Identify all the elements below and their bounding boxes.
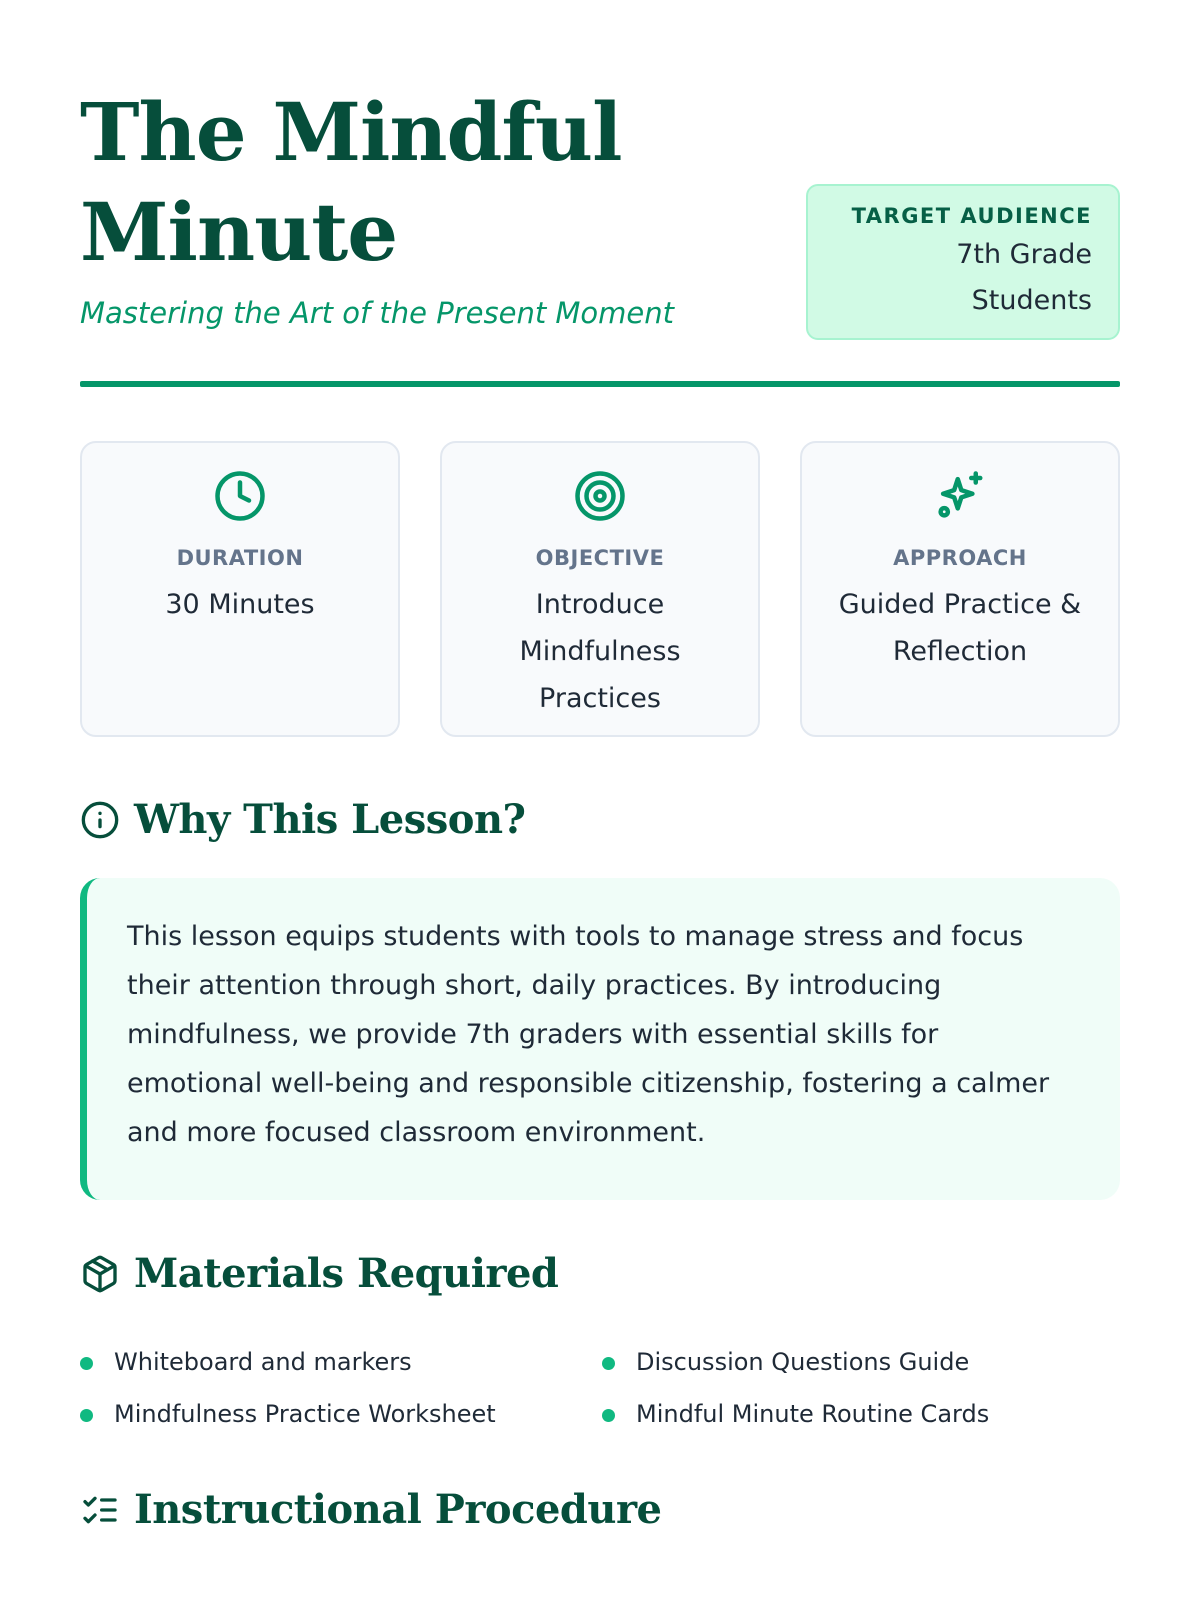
section-materials-title: Materials Required [134, 1250, 559, 1297]
section-why-title: Why This Lesson? [134, 796, 526, 843]
info-cards [80, 441, 1120, 737]
card-approach [800, 441, 1120, 737]
page-title: The Mindful Minute [80, 85, 622, 279]
bullet-dot [80, 1357, 93, 1370]
card-duration [80, 441, 400, 737]
why-callout [80, 878, 1120, 1200]
package-icon [80, 1254, 120, 1294]
clock-icon [213, 469, 267, 523]
bullet-dot [602, 1357, 615, 1370]
sparkles-icon [933, 469, 987, 523]
info-icon [80, 800, 120, 840]
card-duration-label: DURATION [176, 546, 304, 570]
target-audience-value: 7th Grade Students [956, 239, 1092, 316]
bullet-dot [80, 1409, 93, 1422]
card-approach-label: APPROACH [893, 546, 1027, 570]
header-divider [80, 381, 1120, 387]
section-why [80, 796, 525, 843]
section-procedure [80, 1486, 661, 1533]
card-objective [440, 441, 760, 737]
list-item [602, 1346, 969, 1378]
target-audience-label: TARGET AUDIENCE [851, 204, 1092, 228]
page-subtitle: Mastering the Art of the Present Moment [80, 296, 675, 330]
card-objective-value: Introduce Mindfulness Practices [519, 589, 681, 714]
lesson-plan-page [80, 0, 1120, 1600]
bullet-dot [602, 1409, 615, 1422]
card-objective-label: OBJECTIVE [535, 546, 665, 570]
card-duration-value: 30 Minutes [165, 589, 315, 620]
why-text: This lesson equips students with tools to manage stress and focus their attention through short, daily practices. By introducing mindfulness, we provide 7th graders with essential skills for emotional well-being and responsible citizenship, fostering a calmer and more focused classroom environment. [127, 921, 1050, 1148]
card-approach-value: Guided Practice & Reflection [838, 589, 1082, 667]
list-item-label: Whiteboard and markers [114, 1348, 412, 1376]
list-item [602, 1398, 989, 1430]
target-icon [573, 469, 627, 523]
section-procedure-title: Instructional Procedure [134, 1486, 662, 1533]
list-checks-icon [80, 1490, 120, 1530]
list-item [80, 1346, 412, 1378]
list-item [80, 1398, 496, 1430]
target-audience-box [806, 184, 1120, 340]
list-item-label: Mindfulness Practice Worksheet [114, 1400, 496, 1428]
list-item-label: Discussion Questions Guide [636, 1348, 970, 1376]
list-item-label: Mindful Minute Routine Cards [636, 1400, 990, 1428]
section-materials [80, 1250, 558, 1297]
